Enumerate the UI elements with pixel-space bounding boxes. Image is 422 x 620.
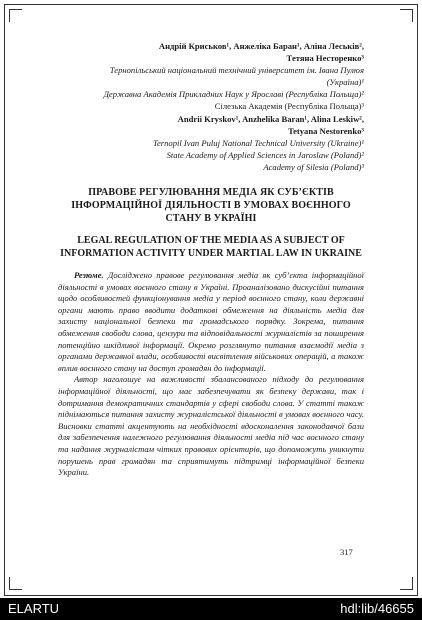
page-number: 317	[340, 547, 353, 557]
footer-repository-label: ELARTU	[8, 601, 60, 616]
affiliation-ua-1b: (Україна)¹	[326, 77, 364, 88]
crop-mark-top-left	[9, 9, 22, 22]
crop-mark-top-right	[400, 9, 413, 22]
abstract-paragraph-2: Автор наголошує на важливості збалансованого підходу до регулювання інформаційної діяльності, що має забезпечувати як безпеку держави, так і дотримання демократичних стандартів у сфері свободи слова. У статті також піднімаються питання захисту журналістської діяльності в умовах воєнного часу. Висновки статті акцентують на необхідності вдосконалення законодавчої бази для забезпечення належного регулювання діяльності медіа під час воєнного стану та надання журналістам чітких правових орієнтирів, що допоможуть уникнути порушень прав громадян та сприятимуть підтримці інформаційної безпеки України.	[58, 374, 364, 478]
abstract-paragraph-1	[58, 270, 364, 374]
abstract-label: Резюме.	[74, 270, 104, 281]
abstract-text-1: Досліджено правове регулювання медіа як суб’єкта інформаційної діяльності в умовах воєнного стану в Україні. Проаналізовано дискусійні питання щодо особливостей функціонування медіа у період воєнного стану, коли державні органи мають право вводити додаткові обмеження на діяльність медіа для захисту національної безпеки та громадського порядку. Зокрема, питання обмеження свободи слова, цензури та відповідальності журналістів за поширення потенційно шкідливої інформації. Окремо розглянуто питання взаємодії медіа з органами державної влади, особливості висвітлення військових операцій, а також вплив воєнного стану на доступ громадян до інформації.	[58, 270, 364, 373]
abstract	[58, 270, 364, 479]
article-title-en: LEGAL REGULATION OF THE MEDIA AS A SUBJECT OF INFORMATION ACTIVITY UNDER MARTIAL LAW IN UKRAINE	[60, 235, 362, 260]
author-names-ua-line2: Тетяна Несторенко³	[286, 53, 364, 64]
document-page	[58, 40, 364, 479]
authors-block-en	[58, 113, 364, 173]
author-names-en-line2: Tetyana Nestorenko³	[288, 125, 364, 136]
author-names-en-line1: Andrii Kryskov¹, Anzhelika Baran¹, Alina Leskiw²,	[177, 113, 364, 124]
footer-bar	[0, 598, 422, 620]
affiliation-ua-3: Сілезька Академія (Республіка Польща)³	[214, 101, 364, 112]
article-title-ua: ПРАВОВЕ РЕГУЛЮВАННЯ МЕДІА ЯК СУБ’ЄКТІВ ІНФОРМАЦІЙНОЇ ДІЯЛЬНОСТІ В УМОВАХ ВОЄННОГО СТАНУ В УКРАЇНІ	[71, 187, 351, 225]
affiliation-en-2: State Academy of Applied Sciences in Jaroslaw (Poland)²	[166, 149, 364, 160]
crop-mark-bottom-right	[400, 577, 413, 590]
affiliation-ua-2: Державна Академія Прикладних Наук у Ярославі (Республіка Польща)²	[103, 89, 364, 100]
footer-handle-link[interactable]: hdl:lib/46655	[340, 601, 414, 616]
affiliation-en-1: Ternopil Ivan Puluj National Technical University (Ukraine)¹	[152, 137, 364, 148]
authors-block-ua	[58, 40, 364, 113]
affiliation-en-3: Academy of Silesia (Poland)³	[263, 161, 364, 172]
author-names-ua-line1: Андрій Криськов¹, Анжеліка Баран¹, Аліна Леськів²,	[158, 41, 364, 51]
crop-mark-bottom-left	[9, 577, 22, 590]
affiliation-ua-1a: Тернопільський національний технічний університет ім. Івана Пулюя	[109, 65, 364, 76]
